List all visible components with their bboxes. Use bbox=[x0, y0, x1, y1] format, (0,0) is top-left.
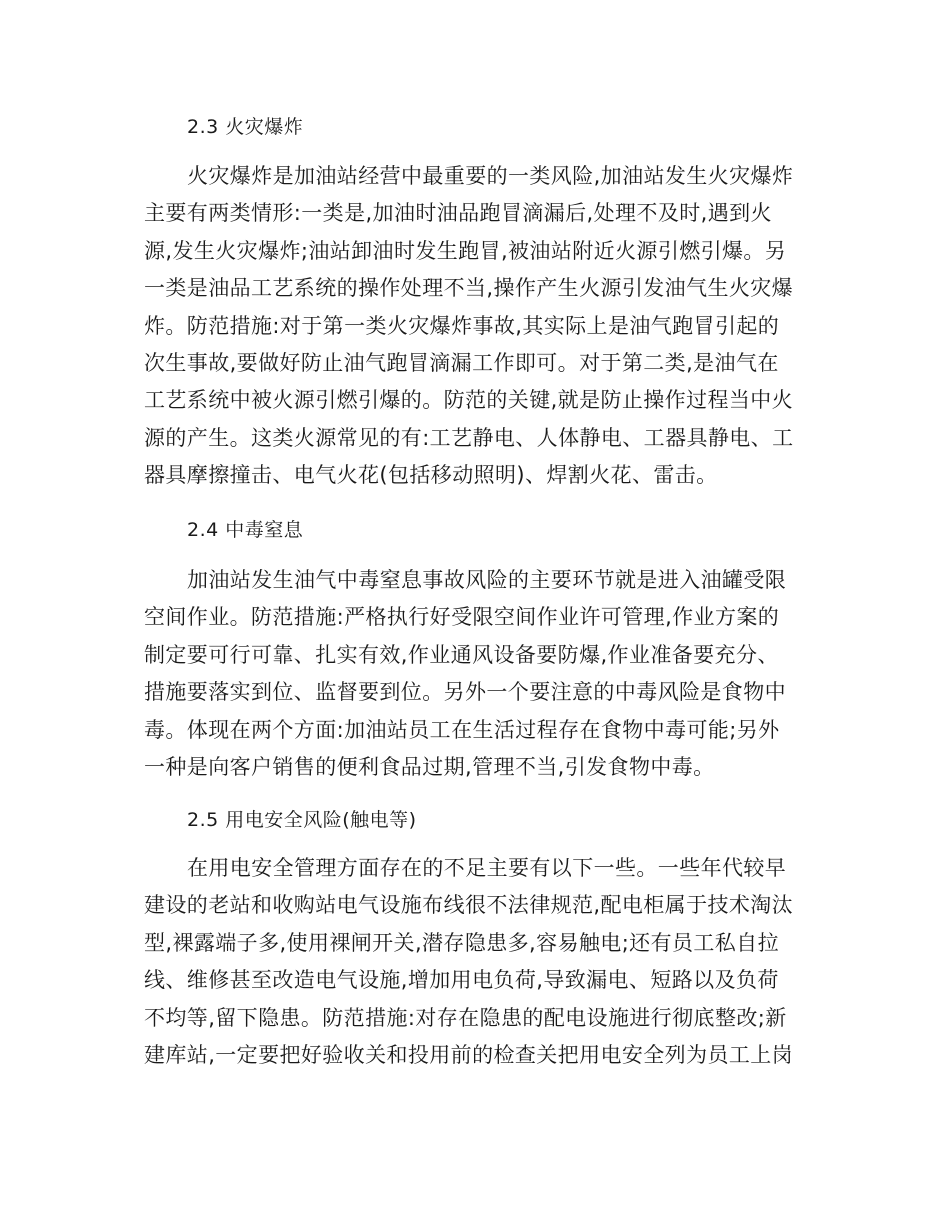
text-line: 一种是向客户销售的便利食品过期,管理不当,引发食物中毒。 bbox=[144, 754, 715, 779]
text-line: 空间作业。防范措施:严格执行好受限空间作业许可管理,作业方案的 bbox=[144, 605, 780, 630]
text-line: 炸。防范措施:对于第一类火灾爆炸事故,其实际上是油气跑冒引起的 bbox=[144, 313, 780, 338]
paragraph-fire-explosion bbox=[144, 158, 804, 495]
section-heading-fire-explosion: 2.3 火灾爆炸 bbox=[187, 116, 304, 138]
text-line: 制定要可行可靠、扎实有效,作业通风设备要防爆,作业准备要充分、 bbox=[144, 642, 779, 667]
text-line: 建设的老站和收购站电气设施布线很不法律规范,配电柜属于技术淘汰 bbox=[144, 893, 794, 918]
text-line: 源的产生。这类火源常见的有:工艺静电、人体静电、工器具静电、工 bbox=[144, 425, 794, 450]
text-line: 措施要落实到位、监督要到位。另外一个要注意的中毒风险是食物中 bbox=[144, 680, 786, 705]
text-line: 毒。体现在两个方面:加油站员工在生活过程存在食物中毒可能;另外 bbox=[144, 717, 780, 742]
text-line: 次生事故,要做好防止油气跑冒滴漏工作即可。对于第二类,是油气在 bbox=[144, 350, 779, 375]
section-heading-poisoning: 2.4 中毒窒息 bbox=[187, 519, 304, 541]
section-heading-electrical-safety: 2.5 用电安全风险(触电等) bbox=[187, 809, 417, 831]
text-line: 器具摩擦撞击、电气火花(包括移动照明)、焊割火花、雷击。 bbox=[144, 463, 718, 488]
text-line: 一类是油品工艺系统的操作处理不当,操作产生火源引发油气生火灾爆 bbox=[144, 276, 794, 301]
paragraph-electrical-safety bbox=[144, 850, 804, 1074]
text-line: 主要有两类情形:一类是,加油时油品跑冒滴漏后,处理不及时,遇到火 bbox=[144, 201, 772, 226]
text-line: 源,发生火灾爆炸;油站卸油时发生跑冒,被油站附近火源引燃引爆。另 bbox=[144, 238, 787, 263]
text-line: 加油站发生油气中毒窒息事故风险的主要环节就是进入油罐受限 bbox=[187, 568, 787, 592]
text-line: 火灾爆炸是加油站经营中最重要的一类风险,加油站发生火灾爆炸 bbox=[187, 164, 794, 188]
text-line: 建库站,一定要把好验收关和投用前的检查关把用电安全列为员工上岗 bbox=[144, 1042, 794, 1067]
text-line: 不均等,留下隐患。防范措施:对存在隐患的配电设施进行彻底整改;新 bbox=[144, 1005, 787, 1030]
text-line: 工艺系统中被火源引燃引爆的。防范的关键,就是防止操作过程当中火 bbox=[144, 388, 794, 413]
text-line: 型,裸露端子多,使用裸闸开关,潜存隐患多,容易触电;还有员工私自拉 bbox=[144, 930, 779, 955]
text-line: 线、维修甚至改造电气设施,增加用电负荷,导致漏电、短路以及负荷 bbox=[144, 968, 779, 993]
paragraph-poisoning bbox=[144, 562, 804, 786]
text-line: 在用电安全管理方面存在的不足主要有以下一些。一些年代较早 bbox=[187, 856, 787, 880]
